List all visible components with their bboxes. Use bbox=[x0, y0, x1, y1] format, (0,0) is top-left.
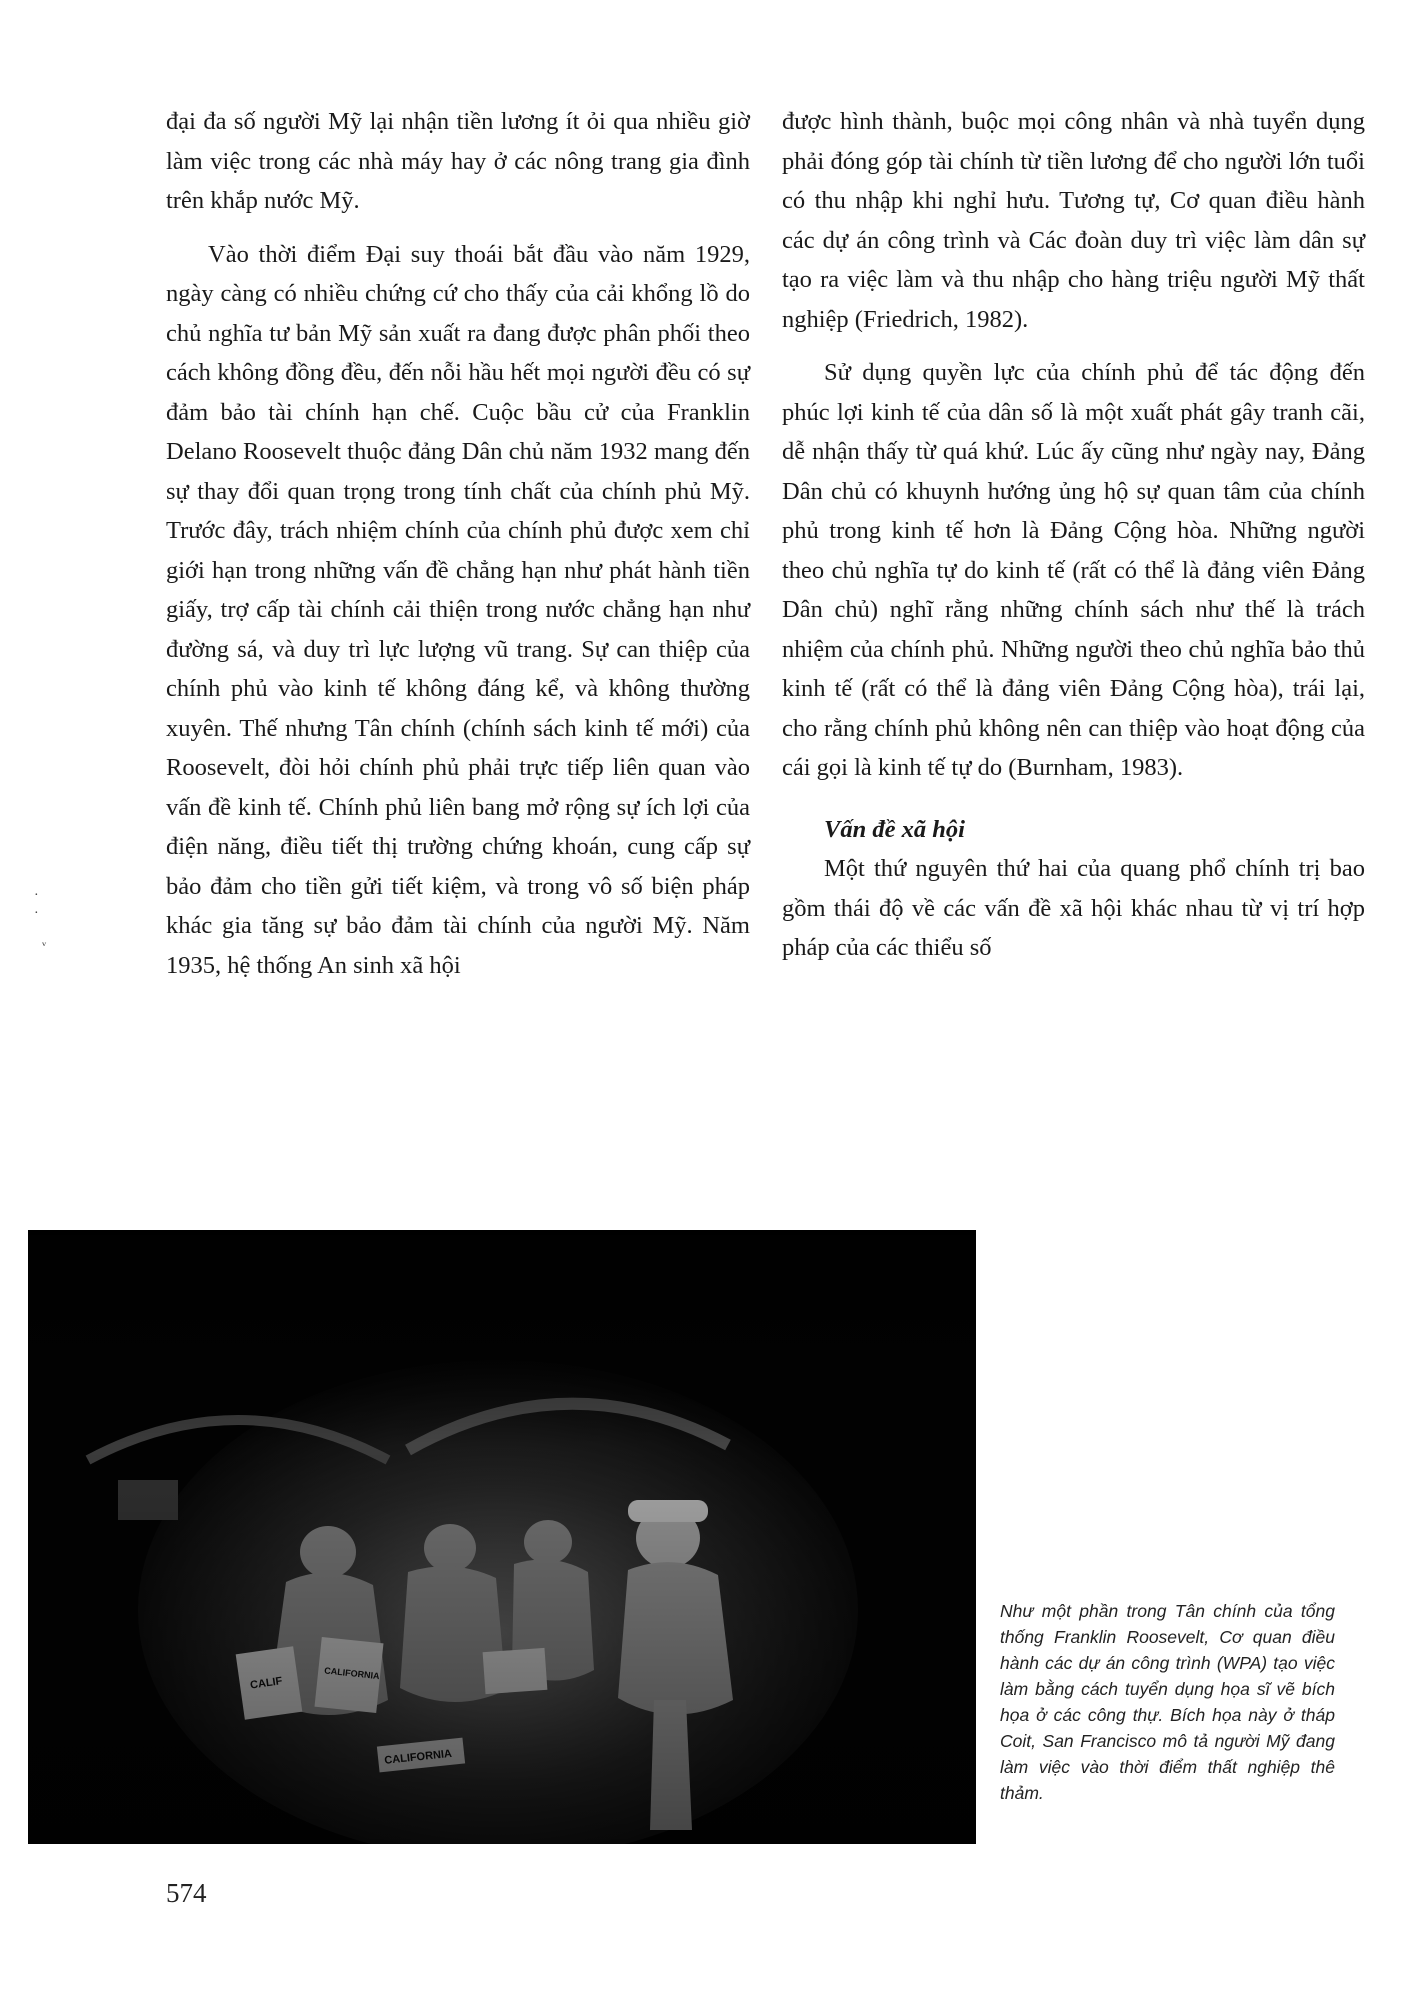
figure-caption: Như một phần trong Tân chính của tổng thống Franklin Roosevelt, Cơ quan điều hành các dự án công trình (WPA) tạo việc làm bằng cách tuyển dụng họa sĩ vẽ bích họa ở các công thự. Bích họa này ở tháp Coit, San Francisco mô tả người Mỹ đang làm việc vào thời điểm thất nghiệp thê thảm. bbox=[1000, 1601, 1335, 1803]
paragraph: được hình thành, buộc mọi công nhân và nhà tuyển dụng phải đóng góp tài chính từ tiền lương để cho người lớn tuổi có thu nhập khi nghỉ hưu. Tương tự, Cơ quan điều hành các dự án công trình và Các đoàn duy trì việc làm dân sự tạo ra việc làm và thu nhập cho hàng triệu người Mỹ thất nghiệp (Friedrich, 1982). bbox=[782, 108, 1365, 333]
margin-mark: ᵥ bbox=[42, 934, 47, 949]
paragraph: Một thứ nguyên thứ hai của quang phổ chính trị bao gồm thái độ về các vấn đề xã hội khác nhau từ vị trí hợp pháp của các thiểu số bbox=[782, 855, 1365, 961]
left-text-column bbox=[166, 102, 750, 985]
paragraph: đại đa số người Mỹ lại nhận tiền lương ít ỏi qua nhiều giờ làm việc trong các nhà máy hay ở các nông trang gia đình trên khắp nước Mỹ. bbox=[166, 108, 750, 214]
mural-photo bbox=[28, 1230, 976, 1844]
paragraph: Vào thời điểm Đại suy thoái bắt đầu vào năm 1929, ngày càng có nhiều chứng cứ cho thấy của cải khổng lồ do chủ nghĩa tư bản Mỹ sản xuất ra đang được phân phối theo cách không đồng đều, đến nỗi hầu hết mọi người đều có sự đảm bảo tài chính hạn chế. Cuộc bầu cử của Franklin Delano Roosevelt thuộc đảng Dân chủ năm 1932 mang đến sự thay đổi quan trọng trong tính chất của chính phủ Mỹ. Trước đây, trách nhiệm chính của chính phủ được xem chỉ giới hạn trong những vấn đề chẳng hạn như phát hành tiền giấy, trợ cấp tài chính cải thiện trong nước chẳng hạn như đường sá, và duy trì lực lượng vũ trang. Sự can thiệp của chính phủ vào kinh tế không đáng kể, và không thường xuyên. Thế nhưng Tân chính (chính sách kinh tế mới) của Roosevelt, đòi hỏi chính phủ phải trực tiếp liên quan vào vấn đề kinh tế. Chính phủ liên bang mở rộng sự ích lợi của điện năng, điều tiết thị trường chứng khoán, cung cấp sự bảo đảm cho tiền gửi tiết kiệm, và trong vô số biện pháp khác gia tăng sự bảo đảm tài chính của người Mỹ. Năm 1935, hệ thống An sinh xã hội bbox=[166, 240, 750, 979]
right-text-column bbox=[782, 102, 1365, 968]
section-heading: Vấn đề xã hội bbox=[824, 815, 965, 843]
mural-illustration bbox=[28, 1230, 976, 1844]
paragraph: Sử dụng quyền lực của chính phủ để tác động đến phúc lợi kinh tế của dân số là một xuất phát gây tranh cãi, dễ nhận thấy từ quá khứ. Lúc ấy cũng như ngày nay, Đảng Dân chủ có khuynh hướng ủng hộ sự quan tâm của chính phủ trong kinh tế hơn là Đảng Cộng hòa. Những người theo chủ nghĩa tự do kinh tế (rất có thể là đảng viên Đảng Dân chủ) nghĩ rằng những chính sách như thế là trách nhiệm của chính phủ. Những người theo chủ nghĩa bảo thủ kinh tế (rất có thể là đảng viên Đảng Cộng hòa), trái lại, cho rằng chính phủ không nên can thiệp vào hoạt động của cái gọi là kinh tế tự do (Burnham, 1983). bbox=[782, 359, 1365, 781]
margin-mark: · bbox=[34, 906, 39, 921]
margin-mark: · bbox=[34, 888, 39, 903]
page-number: 574 bbox=[166, 1878, 207, 1908]
